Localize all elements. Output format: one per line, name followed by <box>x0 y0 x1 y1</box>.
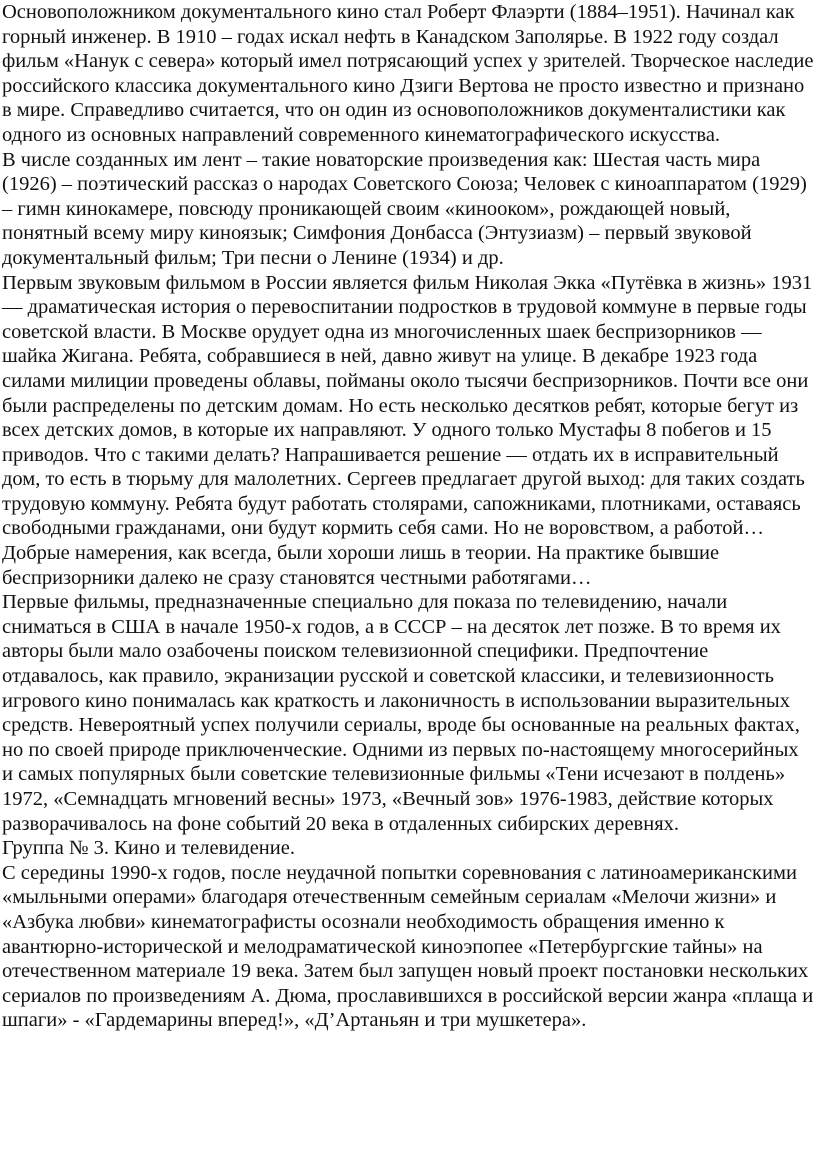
group-heading: Группа № 3. Кино и телевидение. <box>2 837 295 860</box>
paragraph-first-sound-film: Первым звуковым фильмом в России является фильм Николая Экка «Путёвка в жизнь» 1931 — драматическая история о перевоспитании подростков в трудовой коммуне в первые годы советской власти. В Москве орудует одна из многочисленных шаек беспризорников — шайка Жигана. Ребята, собравшиеся в ней, давно живут на улице. В декабре 1923 года силами милиции проведены облавы, пойманы около тысячи беспризорников. Почти все они были распределены по детским домам. Но есть несколько десятков ребят, которые бегут из всех детских домов, в которые их направляют. У одного только Мустафы 8 побегов и 15 приводов. Что с такими делать? Напрашивается решение — отдать их в исправительный дом, то есть в тюрьму для малолетних. Сергеев предлагает другой выход: для таких создать трудовую коммуну. Ребята будут работать столярами, сапожниками, плотниками, оставаясь свободными гражданами, они будут кормить себя сами. Но не воровством, а работой… Добрые намерения, как всегда, были хороши лишь в теории. На практике бывшие беспризорники далеко не сразу становятся честными работягами… <box>2 271 813 589</box>
paragraph-tv-films: Первые фильмы, предназначенные специально для показа по телевидению, начали сниматься в США в начале 1950-х годов, а в СССР – на десяток лет позже. В то время их авторы были мало озабочены поиском телевизионной специфики. Предпочтение отдавалось, как правило, экранизации русской и советской классики, и телевизионность игрового кино понималась как краткость и лаконичность в использовании выразительных средств. Невероятный успех получили сериалы, вроде бы основанные на реальных фактах, но по своей природе приключенческие. Одними из первых по-настоящему многосерийных и самых популярных были советские телевизионные фильмы «Тени исчезают в полдень» 1972, «Семнадцать мгновений весны» 1973, «Вечный зов» 1976-1983, действие которых разворачивалось на фоне событий 20 века в отдаленных сибирских деревнях. <box>2 591 800 835</box>
paragraph-1990s-series: С середины 1990-х годов, после неудачной попытки соревнования с латиноамериканскими «мыльными операми» благодаря отечественным семейным сериалам «Мелочи жизни» и «Азбука любви» кинематографисты осознали необходимость обращения именно к авантюрно-исторической и мелодраматической киноэпопее «Петербургские тайны» на отечественном материале 19 века. Затем был запущен новый проект постановки нескольких сериалов по произведениям А. Дюма, прославившихся в российской версии жанра «плаща и шпаги» - «Гардемарины вперед!», «Д’Артаньян и три мушкетера». <box>2 861 814 1032</box>
paragraph-flaherty-vertov: Основоположником документального кино стал Роберт Флаэрти (1884–1951). Начинал как горный инженер. В 1910 – годах искал нефть в Канадском Заполярье. В 1922 году создал фильм «Нанук с севера» который имел потрясающий успех у зрителей. Творческое наследие российского классика документального кино Дзиги Вертова не просто известно и признано в мире. Справедливо считается, что он один из основоположников документалистики как одного из основных направлений современного кинематографического искусства. <box>2 1 814 146</box>
paragraph-vertov-films: В числе созданных им лент – такие новаторские произведения как: Шестая часть мира (1926) – поэтический рассказ о народах Советского Союза; Человек с киноаппаратом (1929) – гимн кинокамере, повсюду проникающей своим «кинооком», рождающей новый, понятный всему миру киноязык; Симфония Донбасса (Энтузиазм) – первый звуковой документальный фильм; Три песни о Ленине (1934) и др. <box>2 148 807 269</box>
